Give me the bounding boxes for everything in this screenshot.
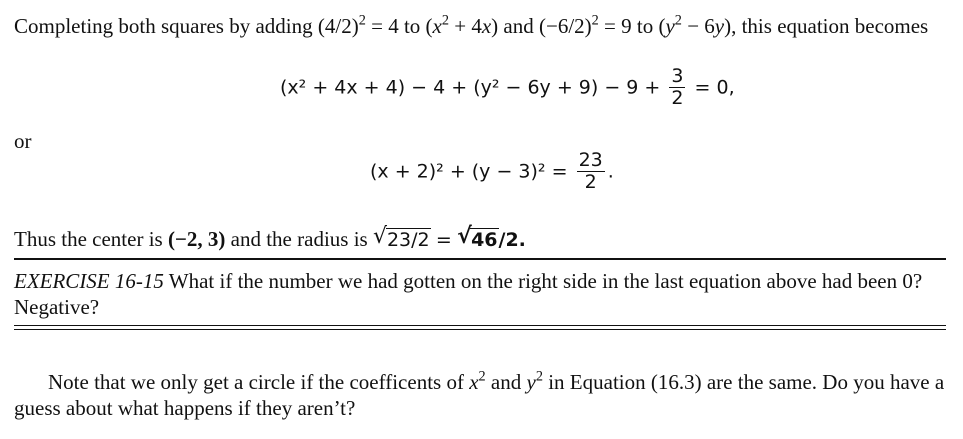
variable-y: y (526, 370, 536, 394)
exercise-top-rule (14, 258, 946, 260)
text-segment: + 4 (449, 14, 482, 38)
text-segment: /2. (498, 229, 526, 251)
text-segment: = 4 to ( (365, 14, 433, 38)
text-segment: and the radius is (230, 227, 368, 251)
exponent: 2 (591, 12, 599, 29)
exercise-bottom-rule-1 (14, 325, 946, 326)
variable-x: x (469, 370, 479, 394)
fraction (669, 66, 685, 109)
equation-completed-squares (280, 66, 735, 109)
fraction-denominator: 2 (584, 171, 597, 193)
text-segment: ) and (−6/2) (491, 14, 592, 38)
exponent: 2 (674, 12, 682, 29)
intro-paragraph: Completing both squares by adding $(4/2)^2 = 4$ to $(x^2 + 4x)$ and $(-6/2)^2 = 9$ to $(y^2 - 6y)$, this equation becomes (14, 12, 929, 38)
exercise-block (14, 268, 946, 320)
text-segment: ), this equation becomes (724, 14, 929, 38)
center-value: (−2, 3) (167, 227, 226, 251)
exponent: 2 (535, 368, 543, 385)
exponent: 2 (441, 12, 449, 29)
fraction-numerator: 23 (578, 149, 603, 171)
fraction-denominator: 2 (671, 87, 684, 109)
radius-value: √ 46/2. (457, 224, 526, 251)
exercise-bottom-rule-2 (14, 329, 946, 330)
text-segment: Completing both squares by adding (4/2) (14, 14, 359, 38)
exercise-label: EXERCISE 16-15 (14, 269, 164, 293)
text-segment: Note that we only get a circle if the coefficents of (48, 370, 464, 394)
exponent: 2 (358, 12, 366, 29)
sqrt-expression: √ 23/2 (372, 224, 430, 251)
text-segment: − 6 (681, 14, 715, 38)
equation-standard-form (370, 150, 614, 193)
exercise-text: What if the number we had gotten on the right side in the last equation above had been 0? Negative? (14, 269, 923, 319)
text-segment: Thus the center is (14, 227, 163, 251)
connector-word: or (14, 129, 32, 153)
center-radius-sentence (14, 226, 526, 253)
equals-sign: = (435, 229, 452, 251)
fraction-numerator: 3 (671, 65, 684, 87)
exponent: 2 (478, 368, 486, 385)
equation-lhs: (x² + 4x + 4) − 4 + (y² − 6y + 9) − 9 + (280, 76, 661, 99)
equation-rhs: = 0, (694, 76, 735, 99)
equation-lhs: (x + 2)² + (y − 3)² = (370, 160, 568, 183)
period: . (607, 160, 614, 183)
text-segment: in Equation (16.3) are the same. Do you have a guess about what happens if they aren’t? (14, 370, 945, 420)
radicand: 23/2 (386, 229, 430, 251)
radicand: 46 (471, 229, 498, 251)
closing-paragraph (14, 369, 946, 421)
fraction (577, 150, 605, 193)
text-segment: = 9 to ( (598, 14, 666, 38)
text-segment: and (490, 370, 522, 394)
